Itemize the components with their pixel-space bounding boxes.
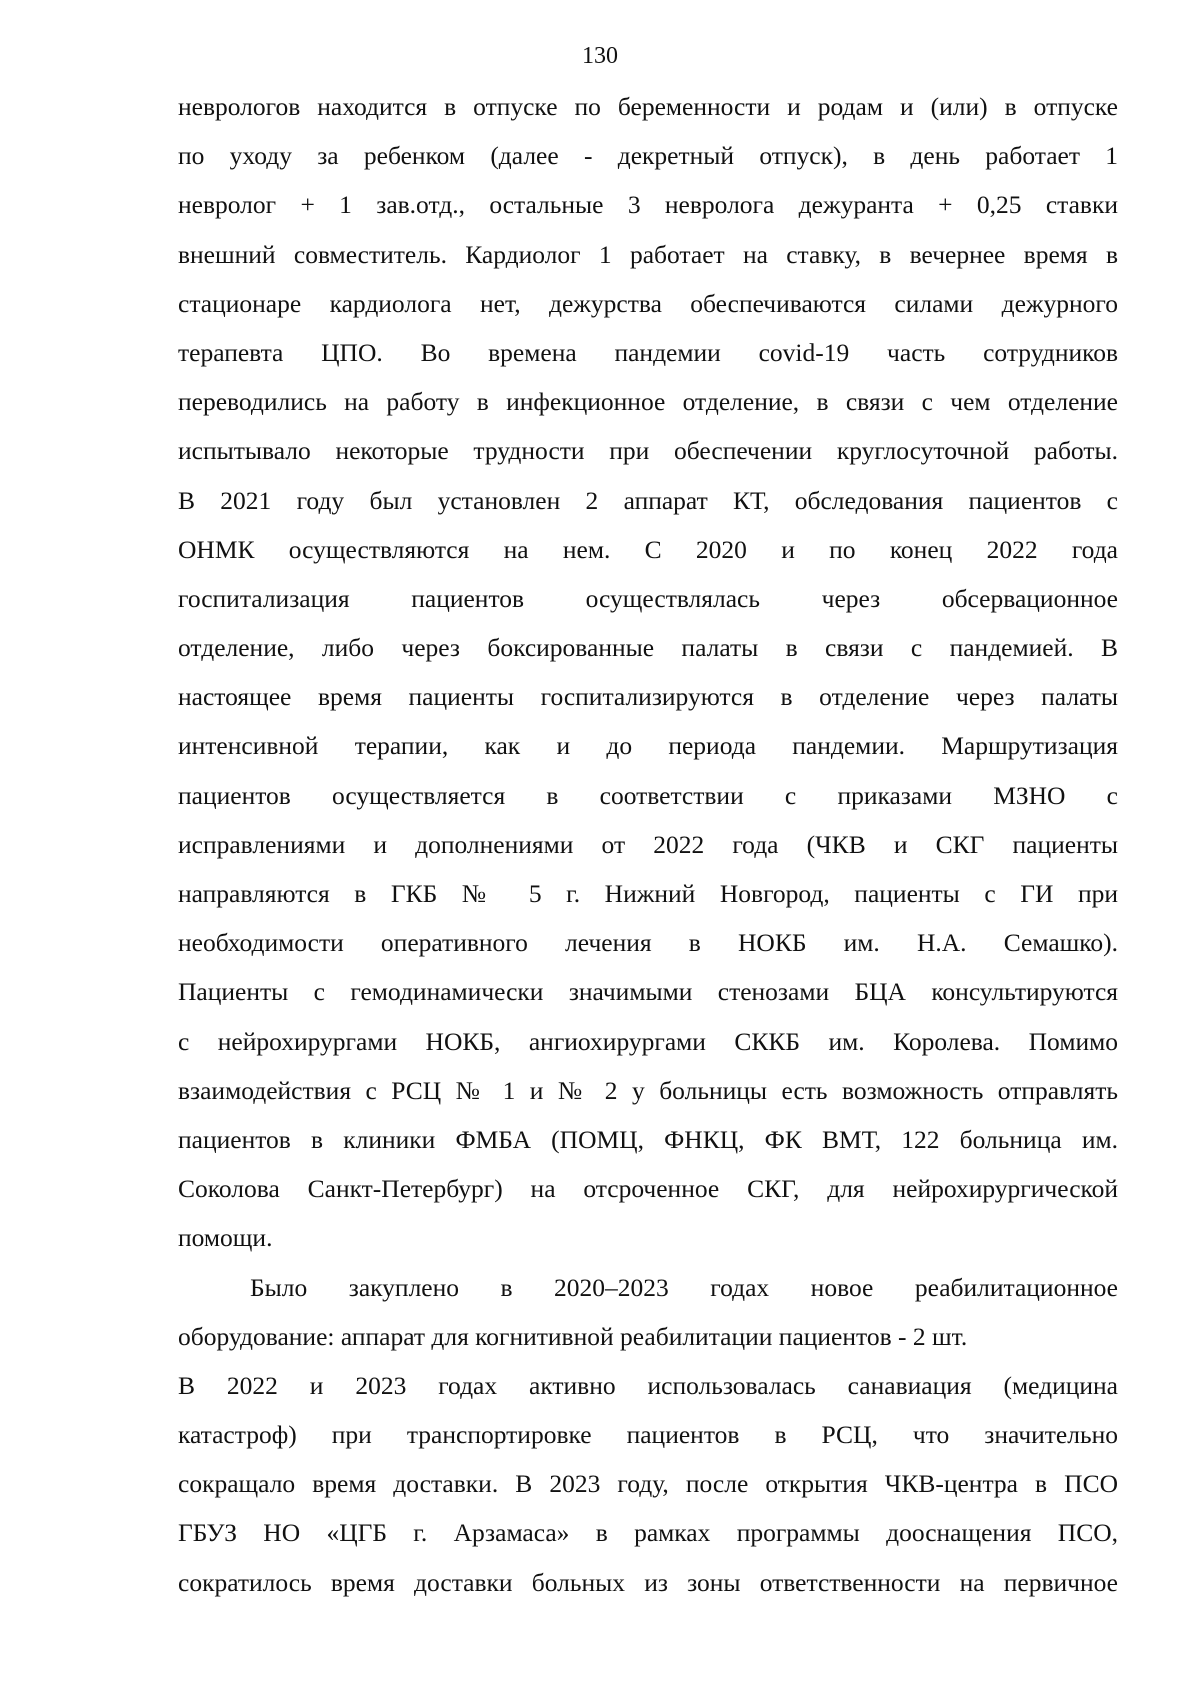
text-line: стационаре кардиолога нет, дежурства обеспечиваются силами дежурного [178,288,1118,318]
text-line: сократилось время доставки больных из зоны ответственности на первичное [178,1567,1118,1597]
text-line: госпитализация пациентов осуществлялась через обсервационное [178,583,1118,613]
text-line: неврологов находится в отпуске по беременности и родам и (или) в отпуске [178,92,1118,121]
text-line: помощи. [178,1223,273,1253]
document-body [178,82,1118,1607]
text-line: В 2022 и 2023 годах активно использовалась санавиация (медицина [178,1370,1118,1400]
text-line: невролог + 1 зав.отд., остальные 3 невролога дежуранта + 0,25 ставки [178,190,1118,220]
text-line: В 2021 году был установлен 2 аппарат КТ, обследования пациентов с [178,485,1118,515]
paragraph [178,1361,1118,1607]
paragraph [178,1263,1118,1361]
text-line: Пациенты с гемодинамически значимыми стенозами БЦА консультируются [178,977,1118,1007]
text-line: испытывало некоторые трудности при обеспечении круглосуточной работы. [178,436,1118,466]
text-line: настоящее время пациенты госпитализируются в отделение через палаты [178,682,1118,712]
text-line: интенсивной терапии, как и до периода пандемии. Маршрутизация [178,731,1118,761]
paragraph [178,82,1118,1263]
text-line: сокращало время доставки. В 2023 году, после открытия ЧКВ-центра в ПСО [178,1469,1118,1499]
text-line: Соколова Санкт-Петербург) на отсроченное СКГ, для нейрохирургической [178,1174,1118,1204]
text-line: необходимости оперативного лечения в НОКБ им. Н.А. Семашко). [178,928,1118,958]
text-line: ОНМК осуществляются на нем. С 2020 и по конец 2022 года [178,534,1118,564]
text-line: пациентов осуществляется в соответствии с приказами МЗНО с [178,780,1118,810]
text-line: оборудование: аппарат для когнитивной реабилитации пациентов - 2 шт. [178,1321,968,1351]
text-line: пациентов в клиники ФМБА (ПОМЦ, ФНКЦ, ФК ВМТ, 122 больница им. [178,1124,1118,1154]
text-line: Было закуплено в 2020–2023 годах новое реабилитационное [250,1272,1118,1302]
text-line: с нейрохирургами НОКБ, ангиохирургами СККБ им. Королева. Помимо [178,1026,1118,1056]
text-line: ГБУЗ НО «ЦГБ г. Арзамаса» в рамках программы дооснащения ПСО, [178,1518,1118,1548]
text-line: внешний совместитель. Кардиолог 1 работает на ставку, в вечернее время в [178,239,1118,269]
text-line: взаимодействия с РСЦ № 1 и № 2 у больницы есть возможность отправлять [178,1075,1118,1105]
text-line: катастроф) при транспортировке пациентов в РСЦ, что значительно [178,1420,1118,1450]
text-line: направляются в ГКБ № 5 г. Нижний Новгород, пациенты с ГИ при [178,879,1118,908]
text-line: терапевта ЦПО. Во времена пандемии covid-19 часть сотрудников [178,337,1118,367]
text-line: по уходу за ребенком (далее - декретный отпуск), в день работает 1 [178,141,1118,171]
text-line: отделение, либо через боксированные палаты в связи с пандемией. В [178,633,1118,663]
text-line: исправлениями и дополнениями от 2022 года (ЧКВ и СКГ пациенты [178,829,1118,859]
page-number: 130 [582,43,618,69]
text-line: переводились на работу в инфекционное отделение, в связи с чем отделение [178,387,1118,417]
